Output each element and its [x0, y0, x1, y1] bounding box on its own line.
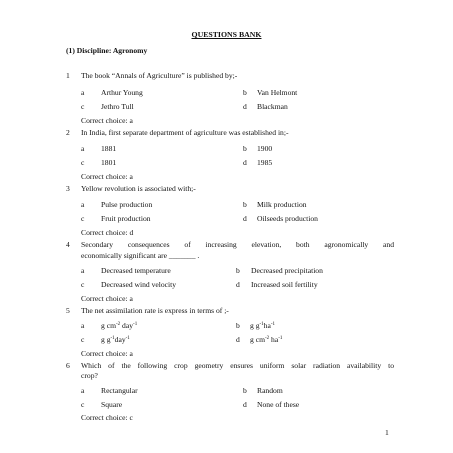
option-key: c	[81, 102, 85, 111]
question-text-line-2: economically significant are _______ .	[81, 251, 200, 260]
option-text: Increased soil fertility	[251, 280, 318, 289]
page-number: 1	[385, 428, 389, 437]
option-text: Square	[101, 400, 123, 409]
option-key: d	[236, 335, 240, 344]
option-text: Decreased wind velocity	[101, 280, 177, 289]
correct-choice: Correct choice: a	[81, 116, 133, 125]
question-number: 2	[66, 128, 70, 137]
question-text-line-1: Which of the following crop geometry ensures uniform solar radiation availability to	[81, 361, 394, 370]
option-text: None of these	[257, 400, 300, 409]
question-text-line-2: crop?	[81, 371, 98, 380]
question-number: 4	[66, 240, 70, 249]
option-key: d	[236, 280, 240, 289]
correct-choice: Correct choice: d	[81, 228, 134, 237]
option-key: c	[81, 335, 85, 344]
option-key: a	[81, 266, 85, 275]
discipline-heading: (1) Discipline: Agronomy	[66, 46, 148, 55]
option-key: a	[81, 88, 85, 97]
option-text: Decreased temperature	[101, 266, 171, 275]
option-text: Blackman	[257, 102, 288, 111]
option-key: d	[243, 102, 247, 111]
question-text: The book “Annals of Agriculture” is published by;-	[81, 71, 238, 80]
question-number: 6	[66, 361, 70, 370]
option-text: 1881	[101, 144, 117, 153]
page-title: QUESTIONS BANK	[191, 30, 262, 39]
option-text: g $g^{-1}ha^{-1}$	[250, 321, 276, 330]
question-text-line-1: Secondary consequences of increasing elevation, both agronomically and	[81, 240, 394, 249]
option-key: d	[243, 400, 247, 409]
option-key: b	[243, 88, 247, 97]
option-text: Jethro Tull	[101, 102, 134, 111]
option-text: Arthur Young	[101, 88, 143, 97]
option-key: b	[236, 321, 240, 330]
option-key: c	[81, 400, 85, 409]
option-text: Rectangular	[101, 386, 138, 395]
question-text: Yellow revolution is associated with;-	[81, 184, 196, 193]
option-text: Milk production	[257, 200, 307, 209]
option-key: a	[81, 321, 85, 330]
question-number: 3	[66, 184, 70, 193]
option-text: g $cm^{-2}$ $ha^{-1}$	[250, 335, 283, 344]
question-number: 5	[66, 306, 70, 315]
option-key: a	[81, 144, 85, 153]
option-key: d	[243, 214, 247, 223]
option-text: Decreased precipitation	[251, 266, 323, 275]
option-key: a	[81, 200, 85, 209]
option-text: Random	[257, 386, 283, 395]
option-text: 1900	[257, 144, 273, 153]
option-text: g $cm^{-2}$ day$^{-1}$	[101, 321, 138, 330]
option-key: b	[243, 200, 247, 209]
question-number: 1	[66, 71, 70, 80]
option-key: c	[81, 158, 85, 167]
option-key: c	[81, 280, 85, 289]
option-text: Pulse production	[101, 200, 153, 209]
correct-choice: Correct choice: a	[81, 294, 133, 303]
question-text: The net assimilation rate is express in terms of ;-	[81, 306, 229, 315]
option-text: g $g^{-1}day^{-1}$	[101, 335, 130, 344]
option-text: Fruit production	[101, 214, 151, 223]
correct-choice: Correct choice: c	[81, 413, 133, 422]
option-text: Oilseeds production	[257, 214, 318, 223]
option-text: 1985	[257, 158, 273, 167]
option-key: c	[81, 214, 85, 223]
correct-choice: Correct choice: a	[81, 172, 133, 181]
option-text: 1801	[101, 158, 117, 167]
option-key: a	[81, 386, 85, 395]
correct-choice: Correct choice: a	[81, 349, 133, 358]
question-text: In India, first separate department of agriculture was established in;-	[81, 128, 289, 137]
option-key: b	[243, 386, 247, 395]
option-text: Van Helmont	[257, 88, 298, 97]
option-key: d	[243, 158, 247, 167]
option-key: b	[243, 144, 247, 153]
option-key: b	[236, 266, 240, 275]
